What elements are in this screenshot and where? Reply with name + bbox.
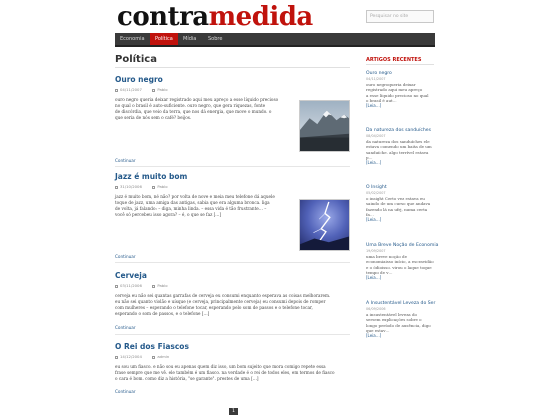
post-author[interactable]: Pablo (157, 87, 168, 92)
sidebar-item-economia (366, 242, 438, 281)
calendar-icon (115, 89, 118, 92)
user-icon (152, 89, 155, 92)
sidebar-item-date: 19/09/2007 (366, 249, 386, 253)
sidebar-item-title[interactable]: Uma Breve Noção de Economia (366, 243, 439, 248)
excerpt-line: esperando o som de passos, e o telefone […] (115, 311, 210, 316)
excerpt-line: que seria de nós sem o café? beijos. (115, 115, 192, 120)
excerpt-line: fa… (366, 211, 374, 217)
excerpt-line: frase sempre que me vê. ele também é um fiasco. na verdade é o rei de todos eles, em termos de fiasco (115, 370, 335, 375)
excerpt-line: ouro negroqueria deixar (366, 82, 416, 87)
excerpt-line: com mulheres – esperando o telefone tocar, esperando pelo som de passos e o telefone tocar, (115, 305, 313, 310)
sidebar-item-excerpt (366, 254, 438, 275)
user-icon (152, 356, 155, 359)
calendar-icon (115, 285, 118, 288)
excerpt-line: cerveja eu não sei quantas garrafas de cerveja eu consumi enquanto esperava as coisas melhorarem. (115, 293, 331, 298)
post-author[interactable]: Pablo (157, 184, 168, 189)
excerpt-line: fazendo lá na ufrj, numa certa (366, 206, 428, 212)
sidebar-item-excerpt (366, 196, 438, 217)
read-more-link[interactable]: [Leia…] (366, 333, 382, 339)
nav-item-politica[interactable]: Política (150, 33, 178, 45)
post-thumbnail-lightning[interactable] (299, 199, 350, 251)
excerpt-line: e o ódioisso. virou o laque toque (366, 264, 432, 270)
excerpt-line: jazz é muito bom, né não? por volta de nove e meia meu telefone dá aquele (115, 194, 275, 199)
post-date: 03/11/2006 (120, 283, 142, 288)
post-date: 31/10/2006 (120, 184, 142, 189)
excerpt-line: eu sou um fiasco. e não sou eu apenas quem diz isso, um bom sujeito que mora comigo repete essa (115, 364, 326, 369)
pagination-current-page[interactable]: 1 (229, 408, 238, 415)
calendar-icon (115, 356, 118, 359)
excerpt-line: eu não sei quanto violão e uísque (e cerveja, principalmente cerveja) eu consumi depois de romper (115, 299, 326, 304)
post-excerpt (115, 293, 355, 317)
search-placeholder: Pesquisar no site (370, 14, 409, 19)
post-title[interactable]: O Rei dos Fiascos (115, 342, 189, 351)
sidebar-item-excerpt (366, 312, 438, 333)
excerpt-line: sanduíche. algo terrível estava (366, 149, 429, 155)
sidebar-item-date: 04/11/2007 (366, 77, 386, 81)
excerpt-line: longo período de ausência, digo (366, 322, 431, 328)
sidebar-item-insight (366, 184, 438, 223)
excerpt-line: de discórdia, que veio da terra, que nos dá energia, que move o mundo. o (115, 109, 272, 114)
excerpt-line: registrado aqui meu apreço (366, 87, 423, 93)
post-date: 14/12/2004 (120, 354, 142, 359)
excerpt-line: no qual o brasil é auto-suficiente. ouro negro, que gera riquezas, fonte (115, 103, 266, 108)
post-author[interactable]: Pablo (157, 283, 168, 288)
excerpt-line: o cara é bom. como diz a história, "se garante". prestes de uma […] (115, 376, 259, 381)
excerpt-line: estava comendo um baita de um (366, 144, 432, 150)
user-icon (152, 186, 155, 189)
excerpt-line: sersem explicações sobre o (366, 317, 422, 323)
nav-item-sobre[interactable]: Sobre (208, 36, 223, 42)
title-divider (115, 67, 350, 68)
user-icon (152, 285, 155, 288)
continue-link[interactable]: Continuar (115, 389, 136, 394)
excerpt-line: você só percebeu isso agora? – é, o que se faz […] (115, 212, 222, 217)
calendar-icon (115, 186, 118, 189)
sidebar-item-title[interactable]: Ouro negro (366, 71, 392, 76)
excerpt-line: tempo de v… (366, 269, 393, 275)
post-meta (115, 184, 355, 190)
post-rei-dos-fiascos (115, 342, 355, 382)
excerpt-line: o insight Certo vez estava eu (366, 196, 425, 201)
read-more-link[interactable]: [Leia…] (366, 275, 382, 281)
post-author[interactable]: admin (157, 354, 170, 359)
post-excerpt (115, 364, 355, 382)
sidebar-item-date: 05/02/2007 (366, 191, 386, 195)
search-input[interactable] (366, 10, 434, 23)
excerpt-line: a esse líquido precioso no qual (366, 92, 429, 98)
post-divider (115, 166, 350, 167)
sidebar-item-sanduiches (366, 127, 438, 166)
post-meta (115, 354, 355, 360)
sidebar-item-excerpt (366, 82, 438, 103)
post-cerveja (115, 271, 355, 317)
excerpt-line: economiaisso início, a escravidão (366, 259, 434, 265)
main-navigation (115, 33, 435, 47)
excerpt-line: saindo de um curso que andava (366, 201, 431, 207)
post-divider (115, 262, 350, 263)
excerpt-line: uma breve noção de (366, 254, 407, 259)
nav-item-economia[interactable]: Economia (120, 36, 145, 42)
post-title[interactable]: Cerveja (115, 271, 147, 280)
mountain-landscape-image (300, 101, 349, 151)
continue-link[interactable]: Continuar (115, 325, 136, 330)
post-title[interactable]: Ouro negro (115, 75, 163, 84)
sidebar-item-excerpt (366, 139, 438, 160)
excerpt-line: p… (366, 154, 373, 160)
excerpt-line: o brasil é aut… (366, 97, 397, 103)
read-more-link[interactable]: [Leia…] (366, 160, 382, 166)
continue-link[interactable]: Continuar (115, 254, 136, 259)
post-title[interactable]: Jazz é muito bom (115, 172, 188, 181)
sidebar-item-ouro-negro (366, 70, 438, 109)
sidebar-item-title[interactable]: O Insight (366, 185, 387, 190)
sidebar-item-title[interactable]: Da natureza dos sanduíches (366, 128, 432, 133)
excerpt-line: toque de jazz, uma amiga das antigas, sabia que era alguma bronca. liga (115, 200, 270, 205)
post-thumbnail-mountain[interactable] (299, 100, 350, 152)
read-more-link[interactable]: [Leia…] (366, 103, 382, 109)
excerpt-line: que estav… (366, 327, 390, 333)
sidebar-item-leveza (366, 300, 438, 339)
sidebar-heading: ARTIGOS RECENTES (366, 57, 422, 63)
logo-part1: contra (117, 2, 209, 32)
post-meta (115, 283, 355, 289)
excerpt-line: da natureza dos sanduíches ele (366, 139, 430, 144)
read-more-link[interactable]: [Leia…] (366, 217, 382, 223)
post-meta (115, 87, 355, 93)
sidebar-item-date: 08/04/2007 (366, 134, 386, 138)
sidebar-divider (366, 64, 434, 65)
site-logo[interactable] (117, 3, 313, 31)
continue-link[interactable]: Continuar (115, 158, 136, 163)
excerpt-line: a insustentável leveza do (366, 312, 417, 317)
sidebar-item-title[interactable]: A Insustentável Leveza do Ser (366, 301, 436, 306)
lightning-image (300, 200, 349, 250)
excerpt-line: ouro negro queria deixar registrado aqui meu apreço a esse líquido precioso (115, 97, 279, 102)
post-divider (115, 334, 350, 335)
sidebar-item-date: 06/09/2006 (366, 307, 386, 311)
excerpt-line: de volta, já falando: – diga, minha linda. – essa vida é tão frustrante… – (115, 206, 267, 211)
logo-part2: medida (208, 2, 313, 32)
page-title: Política (115, 54, 157, 65)
nav-item-midia[interactable]: Mídia (183, 36, 197, 42)
post-date: 04/11/2007 (120, 87, 142, 92)
